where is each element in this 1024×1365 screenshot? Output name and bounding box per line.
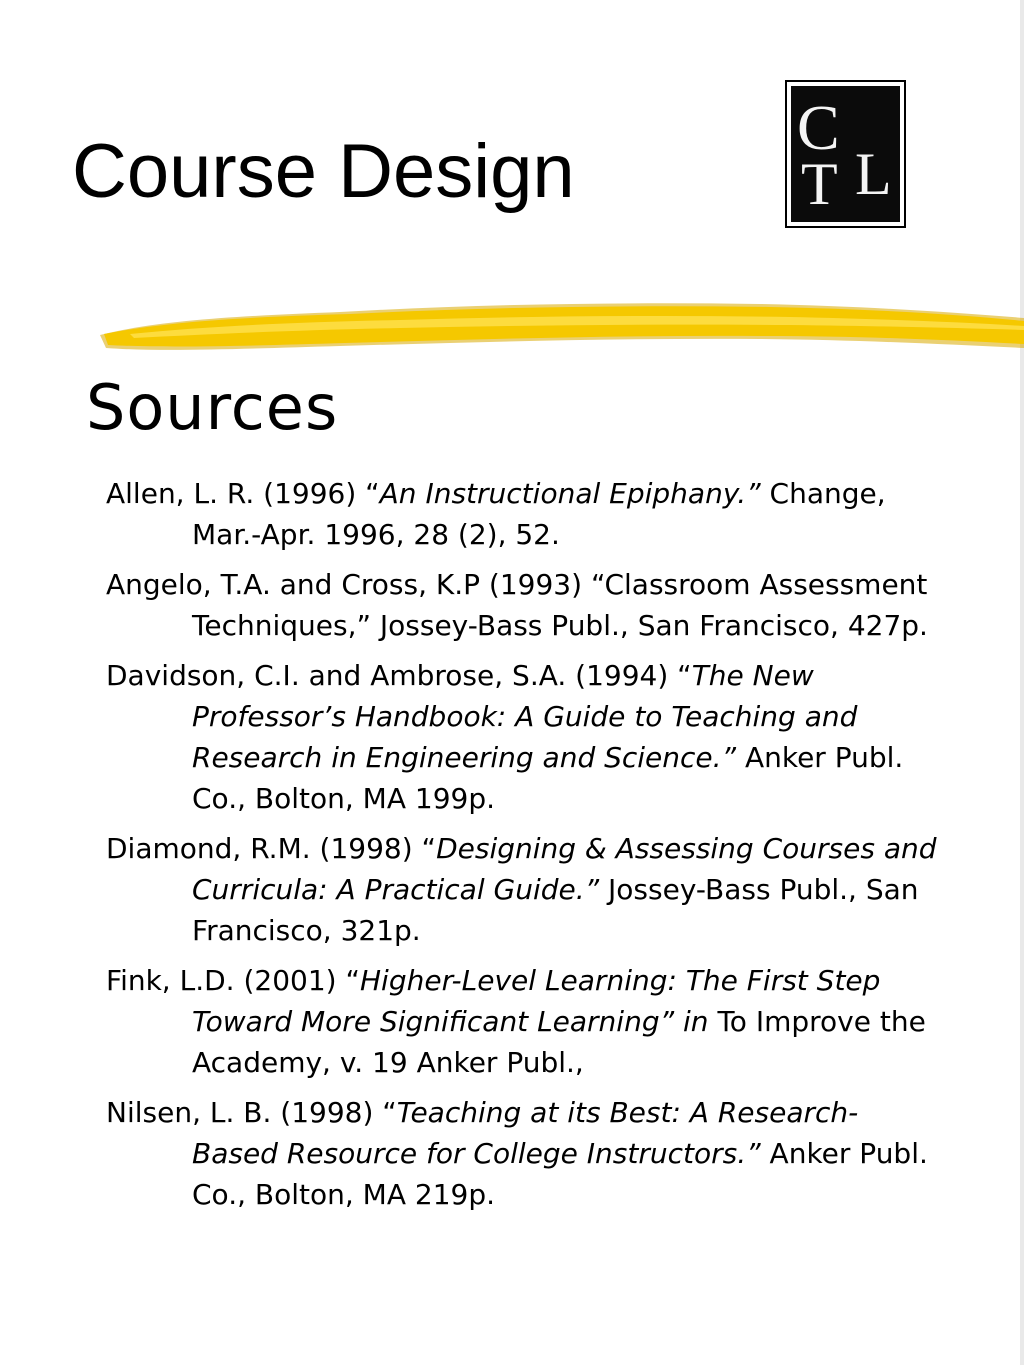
reference-lead: Allen, L. R. (1996) “ — [106, 477, 380, 510]
reference-tail: Jossey-Bass Publ., San Francisco, 321p. — [192, 873, 919, 947]
reference-tail: To Improve the Academy, v. 19 Anker Publ., — [192, 1005, 926, 1079]
reference-italic-title: Teaching at its Best: A Research-Based Resource for College Instructors.” — [192, 1096, 859, 1170]
reference-lead: Fink, L.D. (2001) “ — [106, 964, 360, 997]
yellow-brush-stroke — [100, 290, 1024, 365]
reference-tail: Anker Publ. Co., Bolton, MA 199p. — [192, 741, 904, 815]
reference-item — [106, 564, 938, 646]
reference-italic-title: An Instructional Epiphany.” — [379, 477, 761, 510]
reference-item — [106, 960, 938, 1083]
reference-item — [106, 1092, 938, 1215]
reference-italic-title: The New Professor’s Handbook: A Guide to Teaching and Research in Engineering and Science.” — [192, 659, 858, 774]
reference-lead: Nilsen, L. B. (1998) “ — [106, 1096, 397, 1129]
reference-tail: Change, Mar.-Apr. 1996, 28 (2), 52. — [192, 477, 886, 551]
reference-lead: Davidson, C.I. and Ambrose, S.A. (1994) “ — [106, 659, 692, 692]
reference-list — [106, 473, 938, 1224]
page-title: Course Design — [72, 129, 575, 214]
ctl-logo-letter-l: L — [855, 141, 892, 207]
section-heading: Sources — [86, 371, 339, 444]
ctl-logo-letter-c: C — [797, 92, 840, 163]
reference-lead: Diamond, R.M. (1998) “ — [106, 832, 437, 865]
reference-item — [106, 828, 938, 951]
reference-lead: Angelo, T.A. and Cross, K.P (1993) “Classroom Assessment Techniques,” Jossey-Bass Publ., San Francisco, 427p. — [106, 568, 928, 642]
reference-italic-title: Higher-Level Learning: The First Step Toward More Significant Learning” in — [192, 964, 881, 1038]
reference-item — [106, 473, 938, 555]
slide-edge — [1020, 0, 1024, 1365]
reference-italic-title: Designing & Assessing Courses and Curricula: A Practical Guide.” — [192, 832, 937, 906]
reference-tail: Anker Publ. Co., Bolton, MA 219p. — [192, 1137, 928, 1211]
ctl-logo-letter-t: T — [801, 151, 838, 217]
reference-item — [106, 655, 938, 819]
ctl-logo — [785, 80, 906, 228]
ctl-logo-panel — [791, 86, 900, 222]
